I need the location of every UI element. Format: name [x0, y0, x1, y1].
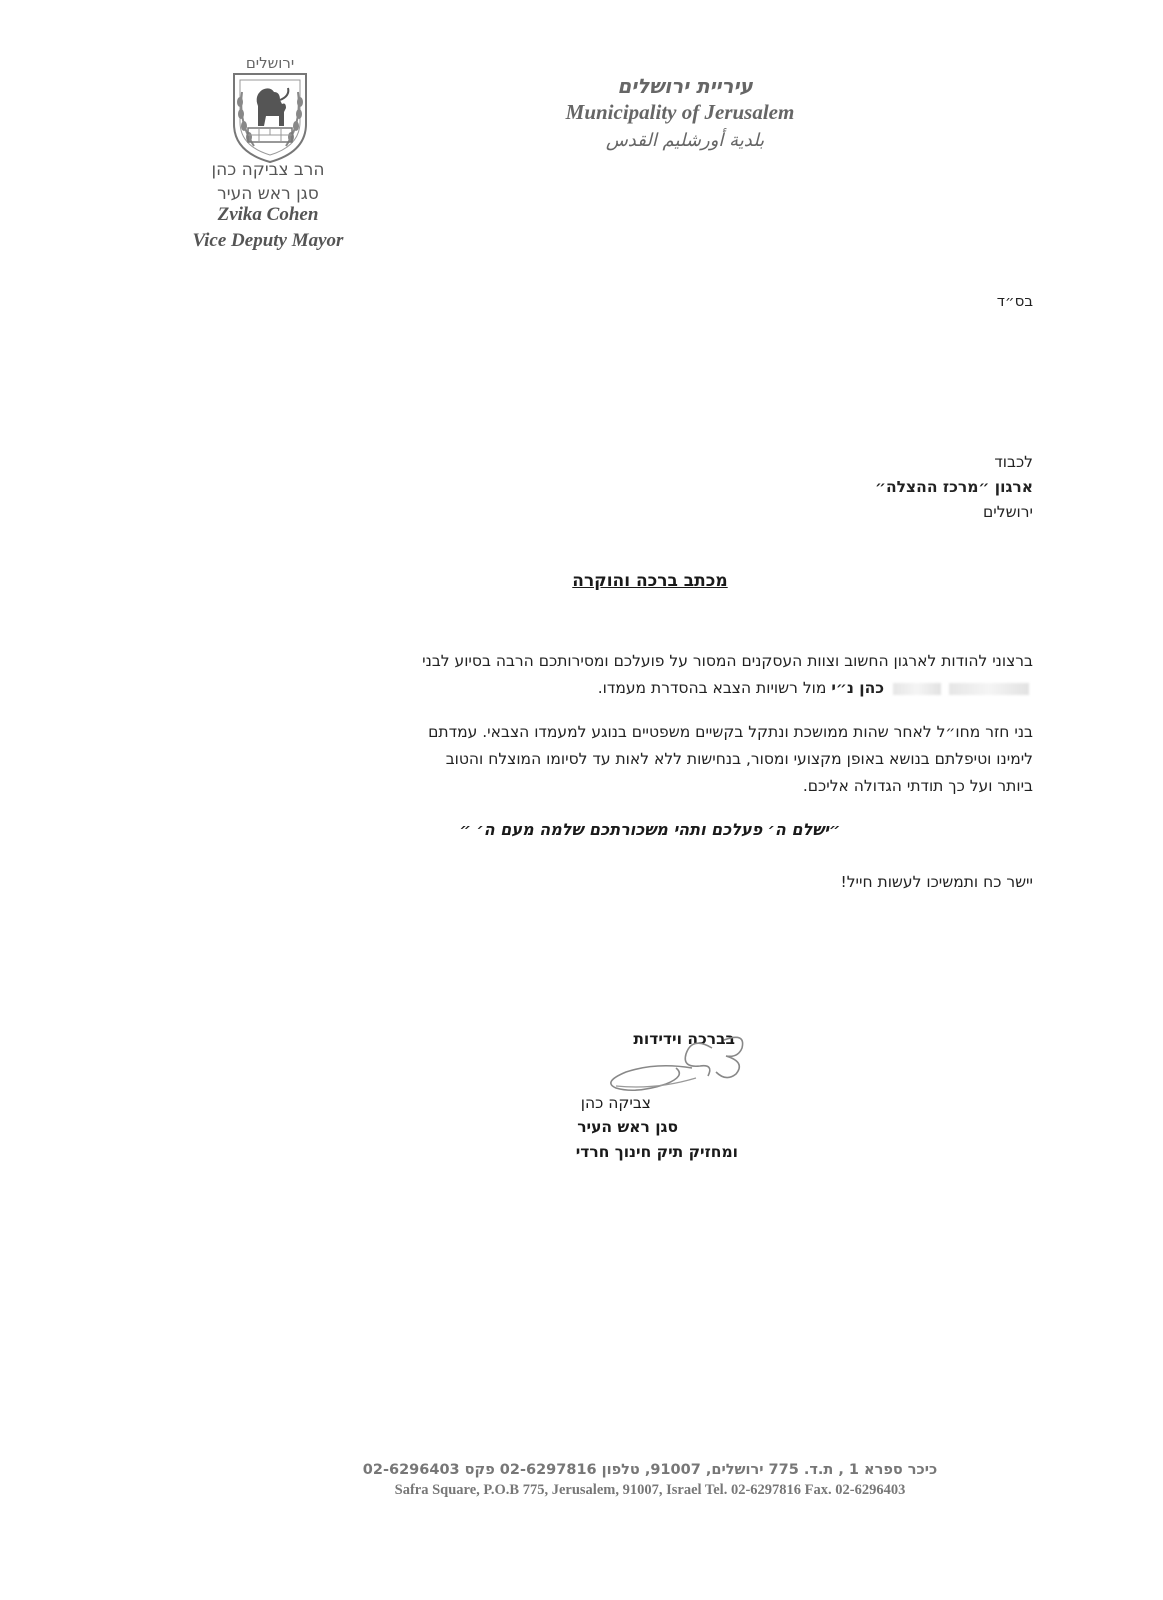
emblem-text: ירושלים — [245, 54, 295, 72]
paragraph-1 — [253, 648, 1033, 702]
bsd-header: בס״ד — [996, 292, 1033, 310]
redacted-name — [893, 683, 941, 695]
paragraph-1-line-1: ברצוני להודות לארגון החשוב וצוות העסקנים המסור על פועלכם ומסירותכם הרבה בסיוע לבני — [422, 652, 1033, 670]
paragraph-1-line-2 — [253, 675, 1033, 702]
blessing-quote: ״ישלם ה׳ פעלכם ותהי משכורתכם שלמה מעם ה׳ ״ — [459, 820, 841, 839]
addressee-line-3: ירושלים — [983, 503, 1033, 521]
paragraph-1-line-2-rest: מול רשויות הצבא בהסדרת מעמדו. — [597, 679, 827, 697]
deputy-title-en: Vice Deputy Mayor — [192, 230, 344, 251]
closing-line: יישר כח ותמשיכו לעשות חייל! — [840, 873, 1033, 891]
signatory-portfolio: ומחזיק תיק חינוך חרדי — [575, 1143, 738, 1161]
signatory-title: סגן ראש העיר — [577, 1118, 678, 1136]
paragraph-2 — [253, 719, 1033, 800]
signatory-name: צביקה כהן — [580, 1094, 651, 1112]
deputy-name-he: הרב צביקה כהן — [211, 160, 325, 180]
redacted-name — [949, 683, 1029, 695]
municipality-name-en: Municipality of Jerusalem — [565, 100, 795, 124]
paragraph-2-line-2: לימינו וטיפלתם בנושא באופן מקצועי ומסור, בנחישות ללא לאות עד לסיומו המוצלח והטוב — [445, 750, 1033, 768]
jerusalem-emblem-logo — [224, 52, 316, 164]
paragraph-2-line-1: בני חזר מחו״ל לאחר שהות ממושכת ונתקל בקשיים משפטיים בנוגע למעמדו הצבאי. עמדתם — [428, 723, 1033, 741]
municipality-name-ar: بلدية أورشليم القدس — [605, 130, 765, 151]
footer-address-en: Safra Square, P.O.B 775, Jerusalem, 91007, Israel Tel. 02-6297816 Fax. 02-6296403 — [394, 1482, 906, 1498]
paragraph-1-bold-name: כהן נ״י — [831, 679, 885, 697]
addressee-line-1: לכבוד — [994, 453, 1033, 471]
footer-address-he: כיכר ספרא 1 , ת.ד. 775 ירושלים, 91007, טלפון 02-6297816 פקס 02-6296403 — [362, 1462, 938, 1478]
addressee-line-2: ארגון ״מרכז ההצלה״ — [875, 478, 1033, 496]
signature-greeting: בברכה וידידות — [633, 1030, 735, 1048]
deputy-title-he: סגן ראש העיר — [217, 184, 319, 204]
paragraph-2-line-3: ביותר ועל כך תודתי הגדולה אליכם. — [802, 777, 1033, 795]
handwritten-signature — [596, 1028, 756, 1098]
letter-title: מכתב ברכה והוקרה — [572, 571, 728, 591]
municipality-name-he: עיריית ירושלים — [617, 74, 753, 98]
deputy-name-en: Zvika Cohen — [217, 204, 319, 225]
